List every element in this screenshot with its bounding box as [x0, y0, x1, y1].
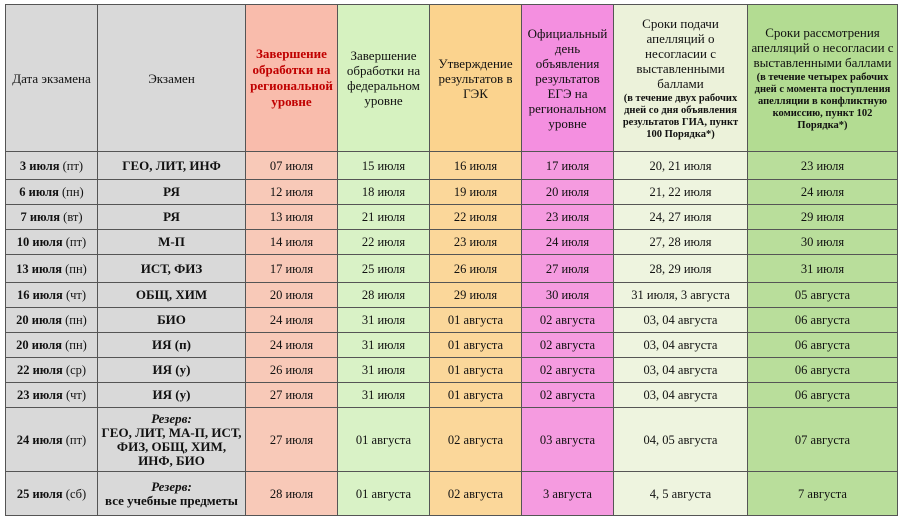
- weekday: (пт): [65, 432, 87, 447]
- official-cell: 02 августа: [522, 333, 614, 358]
- date-cell: [6, 205, 98, 230]
- gek-cell: 16 июля: [430, 152, 522, 180]
- date-cell: [6, 180, 98, 205]
- header-review: Сроки рассмотрения апелляций о несогласии с выставленными баллами (в течение четырех рабочих дней с момента поступления апелляции в конфликтную комиссию, пункт 102 Порядка*): [748, 5, 898, 152]
- exam-date: 13 июля: [16, 261, 62, 276]
- exam-cell: ГЕО, ЛИТ, ИНФ: [98, 152, 246, 180]
- federal-cell: 31 июля: [338, 308, 430, 333]
- official-cell: 24 июля: [522, 230, 614, 255]
- weekday: (сб): [65, 486, 87, 501]
- review-cell: 23 июля: [748, 152, 898, 180]
- exam-date: 3 июля: [19, 158, 60, 173]
- gek-cell: 29 июля: [430, 283, 522, 308]
- exam-date: 20 июля: [16, 338, 62, 352]
- exam-date: 20 июля: [16, 313, 62, 327]
- exam-cell: РЯ: [98, 180, 246, 205]
- federal-cell: 28 июля: [338, 283, 430, 308]
- appeal-cell: 03, 04 августа: [614, 308, 748, 333]
- review-cell: 29 июля: [748, 205, 898, 230]
- reserve-subjects: все учебные предметы: [105, 492, 238, 508]
- official-cell: 23 июля: [522, 205, 614, 230]
- federal-cell: 18 июля: [338, 180, 430, 205]
- reserve-label: Резерв:: [151, 478, 192, 494]
- table-row: [6, 152, 898, 180]
- review-cell: 06 августа: [748, 383, 898, 408]
- exam-date: 23 июля: [16, 388, 63, 402]
- exam-cell: ИЯ (п): [98, 333, 246, 358]
- date-cell: [6, 333, 98, 358]
- review-cell: 05 августа: [748, 283, 898, 308]
- schedule-body: [6, 152, 898, 516]
- exam-cell: БИО: [98, 308, 246, 333]
- gek-cell: 19 июля: [430, 180, 522, 205]
- exam-cell: М-П: [98, 230, 246, 255]
- federal-cell: 25 июля: [338, 255, 430, 283]
- reserve-label-text: Резерв: [151, 410, 188, 426]
- official-cell: 03 августа: [522, 408, 614, 472]
- weekday: (ср): [65, 363, 87, 377]
- appeal-cell: 04, 05 августа: [614, 408, 748, 472]
- gek-cell: 02 августа: [430, 472, 522, 516]
- regional-cell: 07 июля: [246, 152, 338, 180]
- reserve-label: Резерв:: [151, 410, 192, 426]
- exam-cell: ИЯ (у): [98, 383, 246, 408]
- official-cell: 02 августа: [522, 358, 614, 383]
- table-row: [6, 383, 898, 408]
- regional-cell: 24 июля: [246, 308, 338, 333]
- review-cell: 07 августа: [748, 408, 898, 472]
- appeal-cell: 03, 04 августа: [614, 383, 748, 408]
- regional-cell: 27 июля: [246, 408, 338, 472]
- appeal-cell: 21, 22 июля: [614, 180, 748, 205]
- appeal-cell: 4, 5 августа: [614, 472, 748, 516]
- table-row: [6, 230, 898, 255]
- date-cell: [6, 472, 98, 516]
- review-cell: 06 августа: [748, 308, 898, 333]
- exam-date: 25 июля: [16, 486, 63, 501]
- official-cell: 27 июля: [522, 255, 614, 283]
- regional-cell: 26 июля: [246, 358, 338, 383]
- exam-cell: [98, 472, 246, 516]
- federal-cell: 15 июля: [338, 152, 430, 180]
- appeal-cell: 31 июля, 3 августа: [614, 283, 748, 308]
- table-row: [6, 255, 898, 283]
- review-cell: 24 июля: [748, 180, 898, 205]
- weekday: (пн): [62, 185, 84, 199]
- gek-cell: 02 августа: [430, 408, 522, 472]
- exam-cell: ОБЩ, ХИМ: [98, 283, 246, 308]
- header-official: Официальный день объявления результатов ЕГЭ на региональном уровне: [522, 5, 614, 152]
- gek-cell: 01 августа: [430, 333, 522, 358]
- appeal-cell: 28, 29 июля: [614, 255, 748, 283]
- regional-cell: 28 июля: [246, 472, 338, 516]
- weekday: (чт): [65, 388, 87, 402]
- header-appeal: Сроки подачи апелляций о несогласии с выставленными баллами (в течение двух рабочих дней со дня объявления результатов ГИА, пункт 100 Порядка*): [614, 5, 748, 152]
- official-cell: 02 августа: [522, 308, 614, 333]
- date-cell: [6, 383, 98, 408]
- date-cell: [6, 152, 98, 180]
- date-cell: [6, 308, 98, 333]
- official-cell: 02 августа: [522, 383, 614, 408]
- review-cell: 06 августа: [748, 358, 898, 383]
- weekday: (пн): [65, 338, 87, 352]
- date-cell: [6, 358, 98, 383]
- exam-date: 22 июля: [16, 363, 63, 377]
- table-row-reserve: [6, 408, 898, 472]
- federal-cell: 01 августа: [338, 472, 430, 516]
- federal-cell: 31 июля: [338, 383, 430, 408]
- gek-cell: 23 июля: [430, 230, 522, 255]
- appeal-cell: 24, 27 июля: [614, 205, 748, 230]
- gek-cell: 26 июля: [430, 255, 522, 283]
- federal-cell: 22 июля: [338, 230, 430, 255]
- header-regional: Завершение обработки на региональной уровне: [246, 5, 338, 152]
- appeal-cell: 27, 28 июля: [614, 230, 748, 255]
- table-row-reserve: [6, 472, 898, 516]
- federal-cell: 31 июля: [338, 333, 430, 358]
- table-row: [6, 283, 898, 308]
- review-cell: 30 июля: [748, 230, 898, 255]
- exam-cell: ИЯ (у): [98, 358, 246, 383]
- weekday: (пт): [62, 158, 84, 173]
- exam-date: 24 июля: [16, 432, 63, 447]
- review-cell: 7 августа: [748, 472, 898, 516]
- date-cell: [6, 255, 98, 283]
- gek-cell: 01 августа: [430, 358, 522, 383]
- exam-date: 16 июля: [16, 288, 63, 302]
- exam-cell: РЯ: [98, 205, 246, 230]
- review-cell: 06 августа: [748, 333, 898, 358]
- exam-schedule: [5, 4, 898, 516]
- header-federal: Завершение обработки на федеральном уровне: [338, 5, 430, 152]
- weekday: (вт): [63, 210, 83, 224]
- exam-date: 7 июля: [20, 210, 61, 224]
- exam-date: 6 июля: [19, 185, 59, 199]
- date-cell: [6, 408, 98, 472]
- reserve-label-text: Резерв: [151, 478, 188, 494]
- header-gek: Утверждение результатов в ГЭК: [430, 5, 522, 152]
- regional-cell: 27 июля: [246, 383, 338, 408]
- review-cell: 31 июля: [748, 255, 898, 283]
- official-cell: 3 августа: [522, 472, 614, 516]
- table-row: [6, 308, 898, 333]
- table-row: [6, 358, 898, 383]
- table-row: [6, 333, 898, 358]
- gek-cell: 01 августа: [430, 308, 522, 333]
- table-row: [6, 205, 898, 230]
- appeal-cell: 03, 04 августа: [614, 333, 748, 358]
- header-row: [6, 5, 898, 152]
- exam-cell: ИСТ, ФИЗ: [98, 255, 246, 283]
- federal-cell: 01 августа: [338, 408, 430, 472]
- official-cell: 20 июля: [522, 180, 614, 205]
- header-date: Дата экзамена: [6, 5, 98, 152]
- weekday: (пн): [65, 313, 87, 327]
- weekday: (чт): [65, 288, 87, 302]
- gek-cell: 22 июля: [430, 205, 522, 230]
- date-cell: [6, 283, 98, 308]
- date-cell: [6, 230, 98, 255]
- regional-cell: 13 июля: [246, 205, 338, 230]
- weekday: (пт): [65, 235, 87, 249]
- header-exam: Экзамен: [98, 5, 246, 152]
- regional-cell: 14 июля: [246, 230, 338, 255]
- gek-cell: 01 августа: [430, 383, 522, 408]
- regional-cell: 17 июля: [246, 255, 338, 283]
- official-cell: 17 июля: [522, 152, 614, 180]
- federal-cell: 21 июля: [338, 205, 430, 230]
- schedule-table: [5, 4, 898, 516]
- appeal-cell: 03, 04 августа: [614, 358, 748, 383]
- official-cell: 30 июля: [522, 283, 614, 308]
- exam-cell: [98, 408, 246, 472]
- regional-cell: 24 июля: [246, 333, 338, 358]
- federal-cell: 31 июля: [338, 358, 430, 383]
- reserve-subjects: ГЕО, ЛИТ, МА-П, ИСТ, ФИЗ, ОБЩ, ХИМ, ИНФ, БИО: [101, 424, 242, 468]
- weekday: (пн): [65, 261, 87, 276]
- appeal-cell: 20, 21 июля: [614, 152, 748, 180]
- table-row: [6, 180, 898, 205]
- exam-date: 10 июля: [16, 235, 63, 249]
- regional-cell: 12 июля: [246, 180, 338, 205]
- regional-cell: 20 июля: [246, 283, 338, 308]
